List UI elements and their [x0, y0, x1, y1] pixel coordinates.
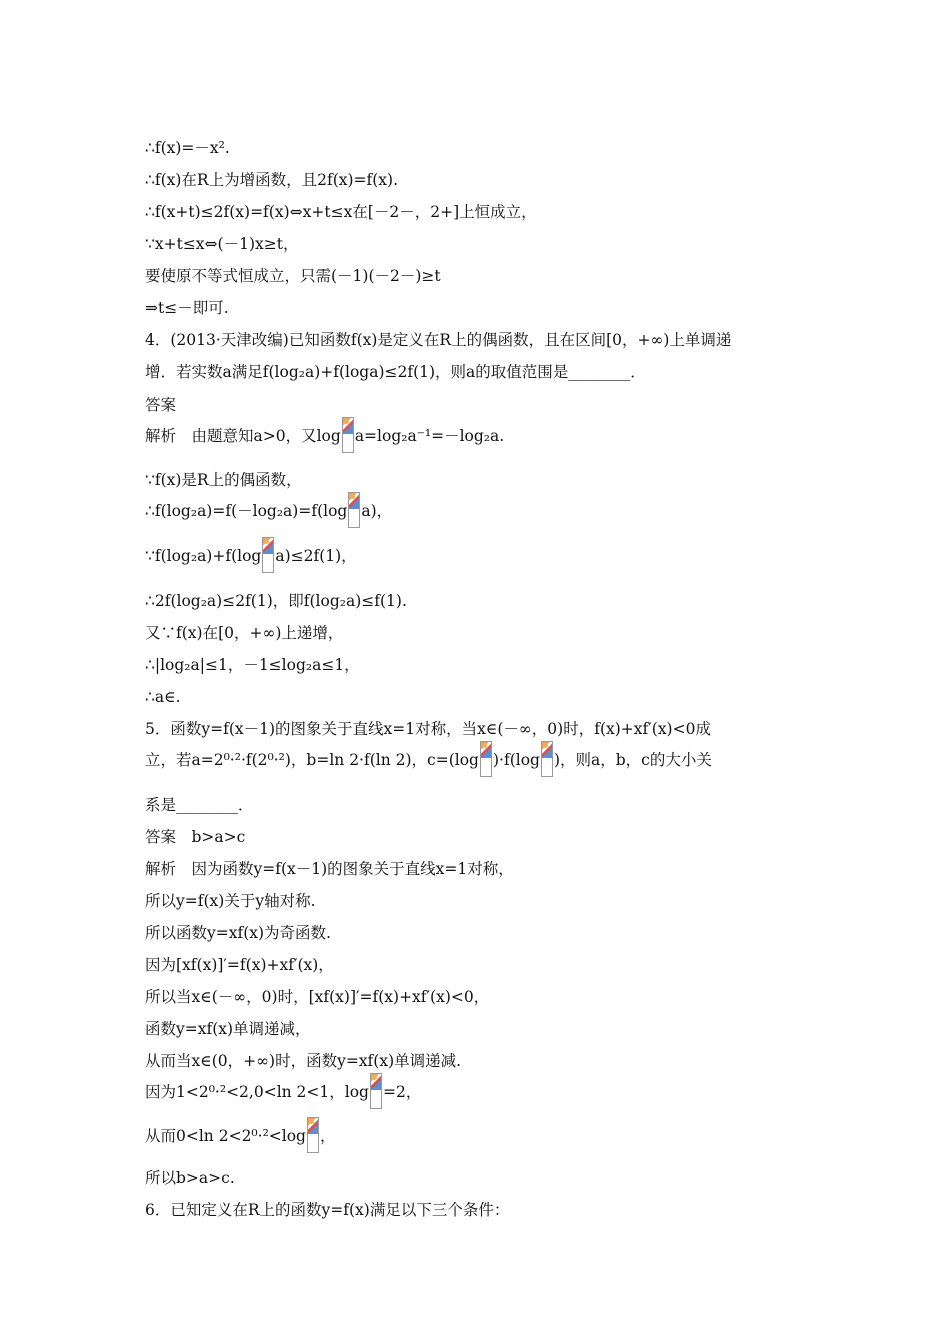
text-line: 要使原不等式恒成立，只需(－1)(－2－)≥t: [145, 267, 441, 285]
broken-image-icon: [307, 1117, 319, 1153]
text-line-with-image: 因为1<2⁰·²<2,0<ln 2<1，log =2，: [145, 1081, 825, 1109]
text-line-with-image: ∵f(log₂a)+f(log a)≤2f(1)，: [145, 545, 825, 573]
text-line: ∴f(x+t)≤2f(x)=f(x)⇔x+t≤x在[－2－，2+]上恒成立，: [145, 203, 537, 221]
problem-6-line-1: 6．已知定义在R上的函数y=f(x)满足以下三个条件：: [145, 1201, 510, 1219]
answer-label: 答案: [145, 396, 177, 414]
broken-image-icon: [370, 1073, 382, 1109]
problem-4-line-1: 4．(2013·天津改编)已知函数f(x)是定义在R上的偶函数，且在区间[0，+∞)上单调递: [145, 331, 732, 349]
text-line: ∵f(x)是R上的偶函数，: [145, 471, 302, 489]
text-line: ⇒t≤－即可.: [145, 299, 229, 317]
text-line-with-image: ∴f(log₂a)=f(－log₂a)=f(log a)，: [145, 500, 825, 528]
problem-5-line-3: 系是________．: [145, 796, 254, 814]
broken-image-icon: [541, 741, 553, 777]
text-line: 所以当x∈(－∞，0)时，[xf(x)]′=f(x)+xf′(x)<0，: [145, 988, 490, 1006]
text-line: 所以y=f(x)关于y轴对称.: [145, 892, 316, 910]
text-line-with-image: 从而0<ln 2<2⁰·²<log ，: [145, 1125, 825, 1153]
text-line: 所以函数y=xf(x)为奇函数.: [145, 924, 331, 942]
text-line: ∵x+t≤x⇔(－1)x≥t，: [145, 235, 299, 253]
problem-5-line-2: 立，若a=2⁰·²·f(2⁰·²)，b=ln 2·f(ln 2)，c=(log )·f(log )，则a，b，c的大小关: [145, 749, 825, 777]
text-line-with-image: 解析 由题意知a>0，又log a=log₂a⁻¹=－log₂a.: [145, 425, 825, 453]
text-line: ∴2f(log₂a)≤2f(1)，即f(log₂a)≤f(1).: [145, 592, 407, 610]
text-line: ∴|log₂a|≤1，－1≤log₂a≤1，: [145, 656, 360, 674]
text-line: ∴f(x)在R上为增函数，且2f(x)=f(x).: [145, 171, 399, 189]
text-line: 函数y=xf(x)单调递减，: [145, 1020, 311, 1038]
broken-image-icon: [348, 492, 360, 528]
problem-5-line-1: 5．函数y=f(x－1)的图象关于直线x=1对称，当x∈(－∞，0)时，f(x)+xf′(x)<0成: [145, 720, 711, 738]
text-line: 所以b>a>c.: [145, 1169, 235, 1187]
text-line: 又∵f(x)在[0，+∞)上递增，: [145, 624, 344, 642]
problem-4-line-2: 增．若实数a满足f(log₂a)+f(loga)≤2f(1)，则a的取值范围是________．: [145, 363, 646, 381]
text-line: ∴f(x)=－x².: [145, 139, 230, 157]
broken-image-icon: [342, 417, 354, 453]
text-line: 从而当x∈(0，+∞)时，函数y=xf(x)单调递减.: [145, 1052, 462, 1070]
answer-line: 答案 b>a>c: [145, 828, 246, 846]
broken-image-icon: [262, 537, 274, 573]
broken-image-icon: [480, 741, 492, 777]
text-line: 因为[xf(x)]′=f(x)+xf′(x)，: [145, 956, 334, 974]
text-line: ∴a∈.: [145, 688, 181, 706]
text-line: 解析 因为函数y=f(x－1)的图象关于直线x=1对称，: [145, 860, 514, 878]
